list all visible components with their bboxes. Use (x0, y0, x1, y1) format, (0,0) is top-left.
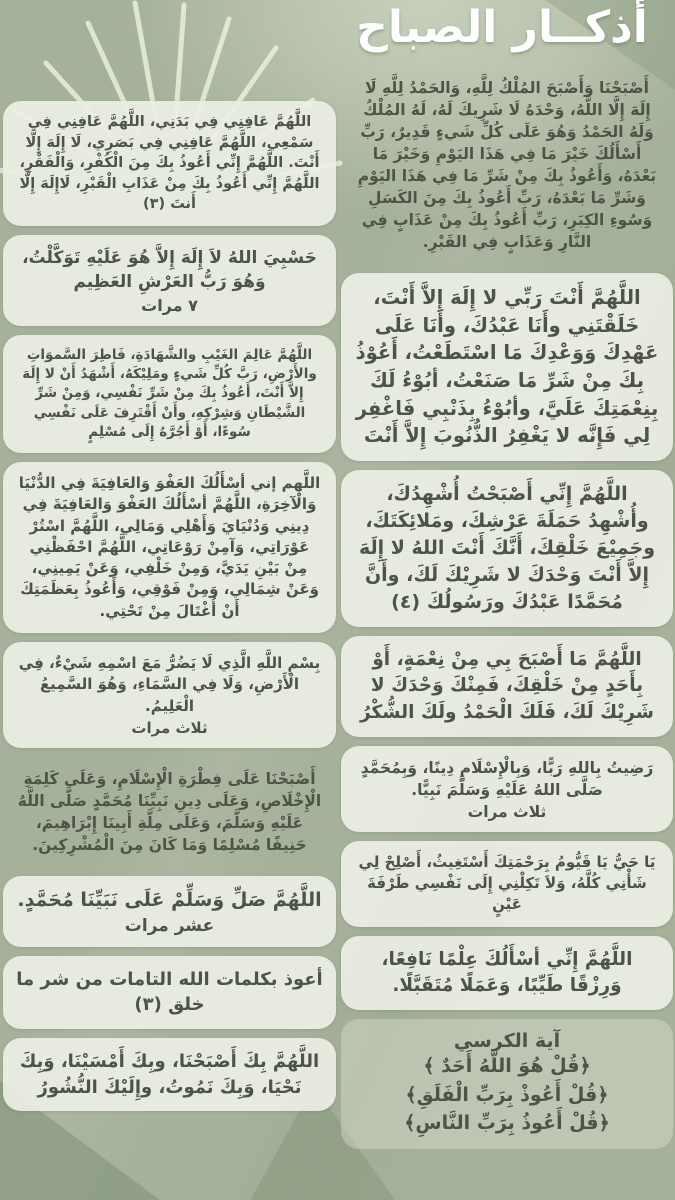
dua-repeat-note: ثلاث مرات (467, 802, 547, 821)
dua-card-ya-hayyu (341, 841, 673, 927)
dua-text: حَسْبِيَ اللهُ لاَ إِلَهَ إِلاَّ هُوَ عَلَيْهِ تَوَكَّلْتُ، وَهُوَ رَبُّ العَرْشِ العَظِيم (22, 247, 317, 293)
dua-card-kalimat-allah (3, 956, 336, 1029)
dua-card-ayat-alkursi-quls (341, 1019, 673, 1149)
dua-text: اللَّهُمَّ عَالِمَ الغَيْبِ والشَّهَادَةِ، فَاطِرَ السَّموَاتِ والأَرْضِ، رَبَّ كُلِّ شَيءٍ ومَلِيْكَهُ، أَشْهَدُ أَنْ لا إِلَهَ إِلاَّ أَنْتَ، أَعُوذُ بِكَ مِنْ شَرِّ نَفْسِي، وَمِنْ شَرِّ الشَّيْطَانِ وَشِرْكِهِ، وأَنْ أَقْتَرِفَ عَلَى نَفْسِي سُوءًا، أَوْ أَجُرَّهُ إِلَى مُسْلِمٍ (22, 347, 317, 440)
dua-text: أَصْبَحْنَا وَأَصْبَحَ المُلْكُ لِلَّهِ، وَالحَمْدُ لِلَّهِ لَا إِلَهَ إِلَّا اللَّهُ، وَحْدَهُ لَا شَرِيكَ لَهُ، لَهُ المُلْكُ وَلَهُ الحَمْدُ وَهُوَ عَلَى كُلِّ شَيءٍ قَدِيرٌ، رَبِّ أَسْأَلُكَ خَيْرَ مَا فِي هَذَا اليَوْمِ وَخَيْرَ مَا بَعْدَهُ، وَأَعُوذُ بِكَ مِنْ شَرِّ مَا فِي هَذَا اليَوْمِ وَشَرِّ مَا بَعْدَهُ، رَبِّ أَعُوذُ بِكَ مِنَ الكَسَلِ وَسُوءِ الكِبَرِ، رَبِّ أَعُوذُ بِكَ مِنْ عَذَابٍ فِي النَّارِ وَعَذَابٍ فِي القَبْرِ. (357, 79, 657, 251)
dua-text: اللَّهُمَّ بِكَ أَصْبَحْنَا، وبِكَ أَمْسَيْنَا، وَبِكَ نَحْيَا، وَبِكَ نَمُوتُ، وإِلَيْكَ النُّشُورُ (19, 1050, 320, 1098)
surah-ikhlas-line: ﴿قُلْ هُوَ اللَّهُ أَحَدٌ ﴾ (423, 1055, 591, 1078)
ayat-alkursi-heading: آية الكرسي (453, 1030, 561, 1053)
dua-card-alim-alghayb (3, 335, 336, 453)
dua-text: اللَّهُمَّ إِنِّي أسْأَلُكَ عِلْمًا نَافِعًا، وَرِزْقًا طَيِّبًا، وَعَمَلًا مُتَقَبَّلًا. (381, 948, 633, 996)
dua-card-ushhiduka (341, 470, 673, 627)
dua-card-fitrat-alislam (3, 757, 336, 867)
dua-card-bika-asbahna (3, 1038, 336, 1111)
page-title: أذكــار الصباح (356, 2, 648, 53)
column-right (341, 66, 673, 1149)
dua-text: اللَّهُمَّ أَنْتَ رَبِّي لا إِلَهَ إِلاَّ أَنْتَ، خَلَقْتَنِي وأَنَا عَبْدُكَ، وأَنَا عَلَى عَهْدِكَ وَوَعْدِكَ مَا اسْتَطَعْتُ، أَعُوْذُ بِكَ مِنْ شَرِّ مَا صَنَعْتُ، أبُوْءُ لَكَ بِنِعْمَتِكَ عَلَيَّ، وأبُوْءُ بِذَنْبِي فَاغْفِر لِي فَإِنَّه لا يَغْفِرُ الذُّنُوبَ إِلاَّ أَنْتَ (355, 286, 659, 448)
dua-text: اللَّهُمَّ عَافِنِي فِي بَدَنِي، اللَّهُمَّ عَافِنِي فِي سَمْعِي، اللَّهُمَّ عَافِنِي فِي بَصَرِي، لَا إِلَهَ إِلَّا أَنْتَ. اللَّهُمَّ إِنِّي أَعُوذُ بِكَ مِنَ الْكُفْرِ، وَالْفَقْرِ، اللَّهُمَّ إِنِّي أَعُوذُ بِكَ مِنْ عَذَابِ الْقَبْرِ، لَاإِلَهَ إِلَّا أَنتَ (٣) (19, 114, 320, 213)
dua-card-bismillah-la-yadurr (3, 642, 336, 748)
column-left (3, 101, 336, 1111)
dua-repeat-note: ثلاث مرات (131, 718, 208, 737)
dua-card-hasbiyallah (3, 235, 336, 326)
dua-card-afw-afiyah (3, 462, 336, 633)
dua-text: اللَّهُمَّ صَلِّ وَسَلِّمْ عَلَى نَبَيِّنَا مُحَمَّدٍ. (17, 888, 322, 911)
dua-repeat-note: عشر مرات (124, 915, 215, 936)
dua-text: رَضِيتُ بِاللهِ رَبًّا، وَبِالْإِسْلَامِ دِينًا، وَبِمُحَمَّدٍ صَلَّى اللهُ عَلَيْهِ وَسَلَّمَ نَبِيًّا. (360, 758, 654, 799)
dua-card-afini (3, 101, 336, 226)
dua-card-salli-wasallim (3, 876, 336, 947)
dua-card-nima (341, 636, 673, 737)
dua-text: بِسْمِ اللَّهِ الَّذِي لَا يَضُرُّ مَعَ اسْمِهِ شَيْءٌ، فِي الْأَرْضِ، وَلَا فِي السَّمَاءِ، وَهُوَ السَّمِيعُ الْعَلِيمُ. (18, 654, 321, 715)
dua-card-ilman-nafian (341, 936, 673, 1011)
dua-repeat-note: ٧ مرات (141, 296, 198, 316)
dua-card-sayyid-istighfar (341, 273, 673, 461)
dua-text: أعوذ بكلمات الله التامات من شر ما خلق (٣) (16, 968, 323, 1016)
dua-text: اللَّهم إني أسْأَلُكَ العَفْوَ وَالعَافِيَةَ فِي الدُّنْيَا وَالْآخِرَةِ، اللَّهُمَّ أسْأَلُكَ العَفْوَ وَالعَافِيَةَ فِي دِينِي وَدُنْيَايَ وَأَهْلِي وَمَالِي، اللَّهُمَّ اسْتُرْ عَوْرَاتِي، وَآمِنْ رَوْعَاتِي، اللَّهُمَّ احْفَظْنِي مِنْ بَيْنِ يَدَيَّ، وَمِنْ خَلْفِي، وَعَنْ يَمِينِي، وَعَنْ شِمَالِي، وَمِنْ فَوْقِي، وَأَعُوذُ بِعَظَمَتِكَ أَنْ أُغْتَالَ مِنْ تَحْتِي. (18, 473, 321, 620)
dua-text: اللَّهُمَّ مَا أَصْبَحَ بِي مِنْ نِعْمَةٍ، أَوْ بِأَحَدٍ مِنْ خَلْقِكَ، فَمِنْكَ وَحْدَكَ لا شَرِيْكَ لَكَ، فَلَكَ الْحَمْدُ ولَكَ الشُّكْرُ (360, 648, 654, 723)
surah-falaq-line: ﴿قُلْ أَعُوذْ بِرَبِّ الْفَلَقِ﴾ (405, 1083, 609, 1106)
dua-text: أَصْبَحْنَا عَلَى فِطْرَةِ الْإِسْلَامِ، وَعَلَى كَلِمَةِ الْإِخْلَاصِ، وَعَلَى دِينِ نَبِيِّنَا مُحَمَّدٍ صَلَّى اللَّهُ عَلَيْهِ وَسَلَّمَ، وَعَلَى مِلَّةِ أَبِينَا إِبْرَاهِيمَ، حَنِيفًا مُسْلِمًا وَمَا كَانَ مِنَ الْمُشْرِكِينَ. (17, 769, 322, 854)
dua-card-asbahna-mulk (341, 66, 673, 264)
dua-text: اللَّهُمَّ إِنِّي أَصْبَحْتُ أُشْهِدُكَ، وأُشْهِدُ حَمَلَةَ عَرْشِكَ، ومَلائِكَتَكَ، وجَمِيْعَ خَلْقِكَ، أَنَّكَ أَنْتَ اللهُ لا إِلَهَ إِلاَّ أَنْتَ وَحْدَكَ لا شَرِيْكَ لَكَ، وأَنَّ مُحَمَّدًا عَبْدُكَ ورَسُولُكَ (٤) (358, 483, 656, 613)
surah-nas-line: ﴿قُلْ أَعُوذُ بِرَبِّ النَّاسِ﴾ (404, 1112, 610, 1135)
dua-text: يَا حَيُّ يَا قَيُّومُ بِرَحْمَتِكَ أَسْتَغِيثُ، أَصْلِحْ لِي شَأْنِي كُلَّهُ، وَلاَ تَكِلْنِي إِلَى نَفْسِي طَرْفَةَ عَيْنٍ (358, 852, 656, 914)
dua-card-raditu (341, 746, 673, 832)
